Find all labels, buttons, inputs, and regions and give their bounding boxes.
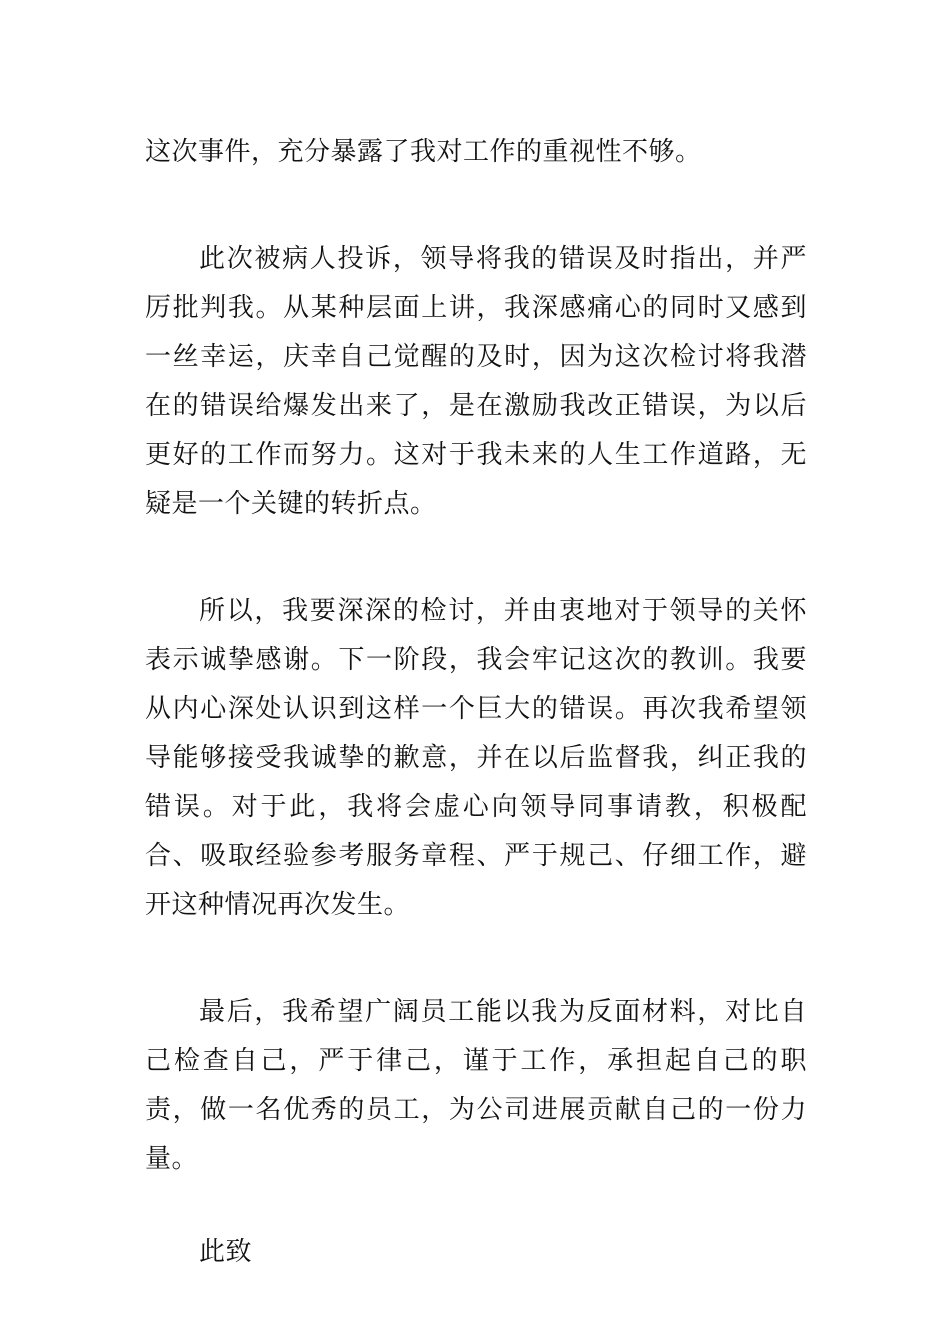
paragraph-complaint: 此次被病人投诉，领导将我的错误及时指出，并严厉批判我。从某种层面上讲，我深感痛心的同时又感到一丝幸运，庆幸自己觉醒的及时，因为这次检讨将我潜在的错误给爆发出来了，是在激励我改正错误，为以后更好的工作而努力。这对于我未来的人生工作道路，无疑是一个关键的转折点。	[145, 244, 807, 519]
paragraph-continuation: 这次事件，充分暴露了我对工作的重视性不够。	[145, 137, 702, 167]
paragraph-conclusion: 最后，我希望广阔员工能以我为反面材料，对比自己检查自己，严于律己，谨于工作，承担起自己的职责，做一名优秀的员工，为公司进展贡献自己的一份力量。	[145, 997, 807, 1174]
closing-salutation: 此致	[199, 1237, 253, 1267]
paragraph-gap	[145, 529, 807, 587]
document-body	[145, 128, 807, 1277]
paragraph-reflection: 所以，我要深深的检讨，并由衷地对于领导的关怀表示诚挚感谢。下一阶段，我会牢记这次的教训。我要从内心深处认识到这样一个巨大的错误。再次我希望领导能够接受我诚挚的歉意，并在以后监督我，纠正我的错误。对于此，我将会虚心向领导同事请教，积极配合、吸取经验参考服务章程、严于规己、仔细工作，避开这种情况再次发生。	[145, 596, 807, 920]
paragraph-gap	[145, 930, 807, 988]
paragraph-gap	[145, 1184, 807, 1228]
paragraph-gap	[145, 177, 807, 235]
